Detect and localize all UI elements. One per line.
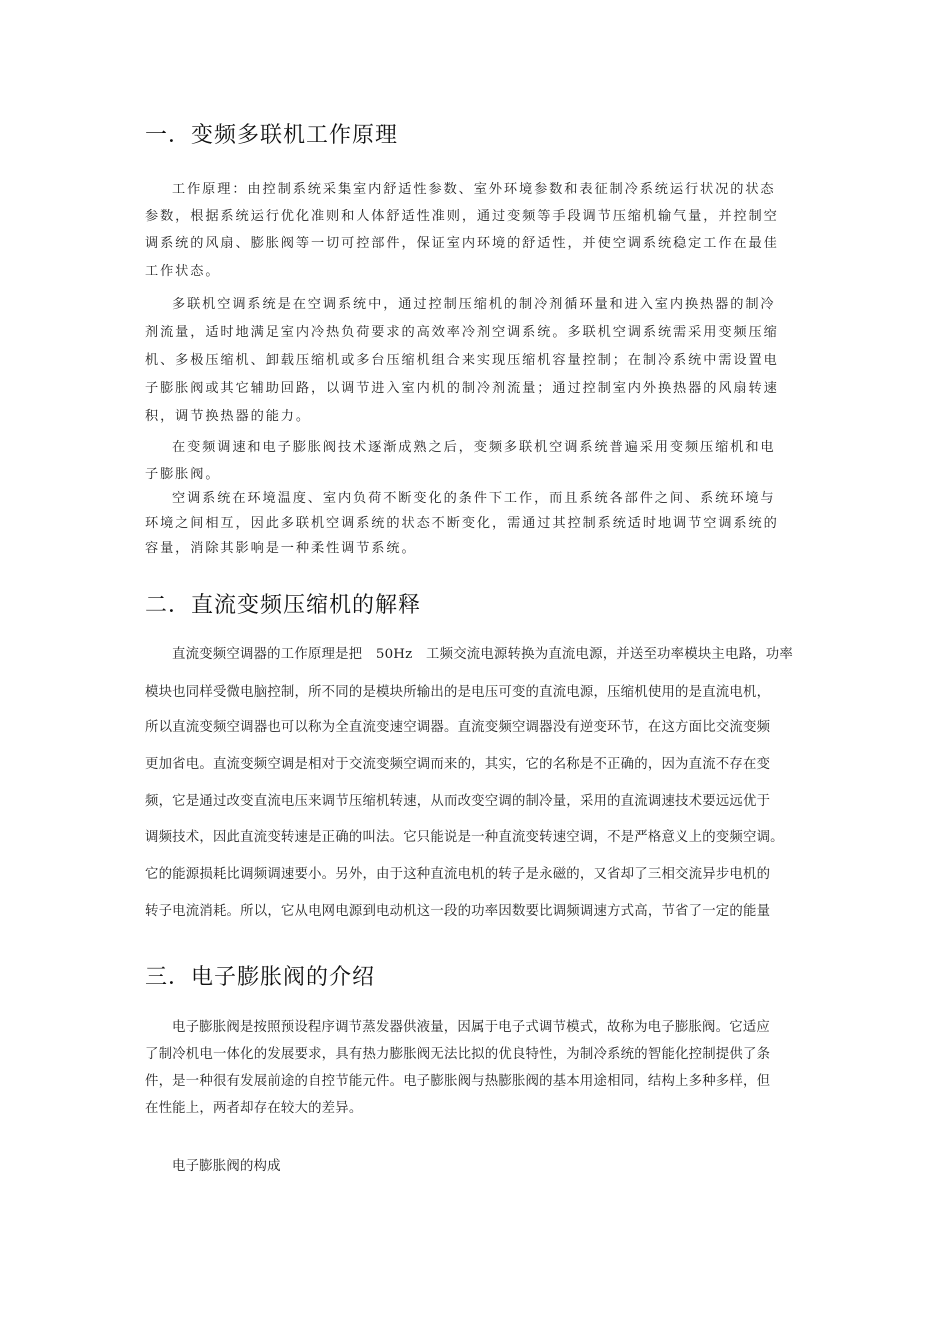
paragraph-line: 工作状态。 (145, 264, 221, 279)
paragraph-line: 环境之间相互，因此多联机空调系统的状态不断变化，需通过其控制系统适时地调节空调系统的 (145, 516, 779, 531)
paragraph-line: 直流变频空调器的工作原理是把 50Hz 工频交流电源转换为直流电源，并送至功率模块主电路，功率 (172, 647, 793, 662)
paragraph-line: 子膨胀阀或其它辅助回路，以调节进入室内机的制冷剂流量；通过控制室内外换热器的风扇转速 (145, 381, 779, 396)
paragraph-line: 剂流量，适时地满足室内冷热负荷要求的高效率冷剂空调系统。多联机空调系统需采用变频压缩 (145, 325, 779, 340)
paragraph-line: 电子膨胀阀是按照预设程序调节蒸发器供液量，因属于电子式调节模式，故称为电子膨胀阀。它适应 (172, 1020, 770, 1035)
paragraph-line: 在变频调速和电子膨胀阀技术逐渐成熟之后，变频多联机空调系统普遍采用变频压缩机和电 (172, 440, 776, 455)
paragraph-line: 更加省电。直流变频空调是相对于交流变频空调而来的，其实，它的名称是不正确的，因为直流不存在变 (145, 757, 771, 772)
paragraph-line: 了制冷机电一体化的发展要求，具有热力膨胀阀无法比拟的优良特性，为制冷系统的智能化控制提供了条 (145, 1047, 771, 1062)
section-2-heading: 二．直流变频压缩机的解释 (145, 593, 422, 618)
paragraph-line: 件，是一种很有发展前途的自控节能元件。电子膨胀阀与热膨胀阀的基本用途相同，结构上多种多样，但 (145, 1074, 771, 1089)
paragraph-line: 空调系统在环境温度、室内负荷不断变化的条件下工作，而且系统各部件之间、系统环境与 (172, 491, 776, 506)
paragraph-line: 转子电流消耗。所以，它从电网电源到电动机这一段的功率因数要比调频调速方式高，节省了一定的能量 (145, 904, 771, 919)
paragraph-line: 参数，根据系统运行优化准则和人体舒适性准则，通过变频等手段调节压缩机输气量，并控制空 (145, 209, 779, 224)
paragraph-line: 调频技术，因此直流变转速是正确的叫法。它只能说是一种直流变转速空调，不是严格意义上的变频空调。 (145, 830, 784, 845)
paragraph-line: 容量，消除其影响是一种柔性调节系统。 (145, 541, 417, 556)
paragraph-line: 积，调节换热器的能力。 (145, 409, 311, 424)
paragraph-line: 在性能上，两者却存在较大的差异。 (145, 1101, 363, 1116)
paragraph-line: 模块也同样受微电脑控制，所不同的是模块所输出的是电压可变的直流电源，压缩机使用的是直流电机， (145, 685, 771, 700)
paragraph-line: 它的能源损耗比调频调速要小。另外，由于这种直流电机的转子是永磁的，又省却了三相交流异步电机的 (145, 867, 771, 882)
paragraph-line: 调系统的风扇、膨胀阀等一切可控部件，保证室内环境的舒适性，并使空调系统稳定工作在最佳 (145, 236, 779, 251)
paragraph-line: 子膨胀阀。 (145, 467, 221, 482)
subheading: 电子膨胀阀的构成 (172, 1159, 281, 1174)
paragraph-line: 频，它是通过改变直流电压来调节压缩机转速，从而改变空调的制冷量，采用的直流调速技术要远远优于 (145, 794, 771, 809)
paragraph-line: 多联机空调系统是在空调系统中，通过控制压缩机的制冷剂循环量和进入室内换热器的制冷 (172, 297, 776, 312)
section-1-heading: 一．变频多联机工作原理 (145, 123, 399, 148)
paragraph-line: 所以直流变频空调器也可以称为全直流变速空调器。直流变频空调器没有逆变环节，在这方面比交流变频 (145, 720, 771, 735)
paragraph-line: 工作原理：由控制系统采集室内舒适性参数、室外环境参数和表征制冷系统运行状况的状态 (172, 182, 776, 197)
paragraph-line: 机、多极压缩机、卸载压缩机或多台压缩机组合来实现压缩机容量控制；在制冷系统中需设置电 (145, 353, 779, 368)
section-3-heading: 三．电子膨胀阀的介绍 (145, 965, 376, 990)
